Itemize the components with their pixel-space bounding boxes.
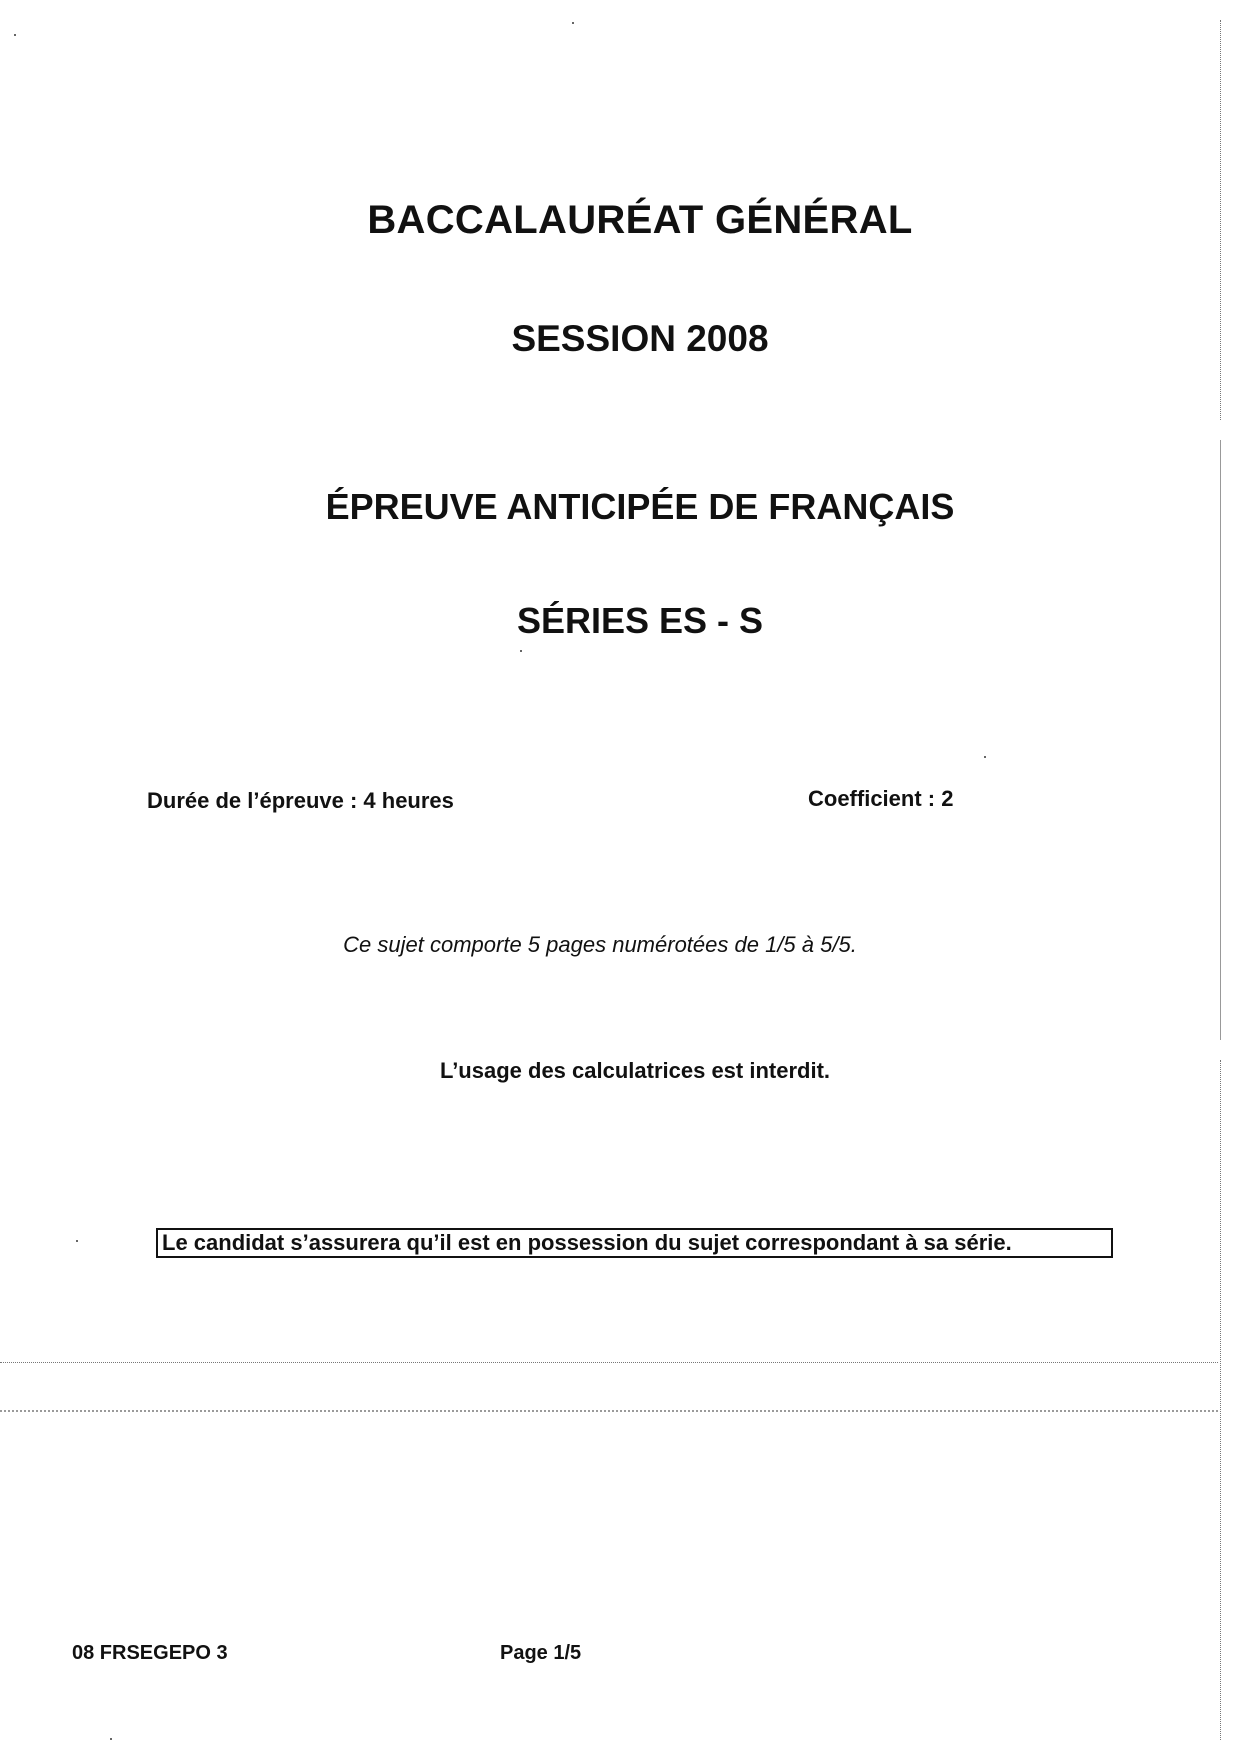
calculator-note: L’usage des calculatrices est interdit.: [439, 1058, 831, 1083]
scan-edge-line: [1220, 20, 1221, 420]
session-title: SESSION 2008: [511, 318, 769, 359]
scan-speck: [984, 756, 986, 758]
document-code: 08 FRSEGEPO 3: [72, 1642, 228, 1664]
candidate-notice-box: Le candidat s’assurera qu’il est en possession du sujet correspondant à sa série.: [156, 1228, 1113, 1258]
scan-speck: [14, 34, 16, 36]
scan-dotted-line: [0, 1410, 1218, 1412]
pages-note: Ce sujet comporte 5 pages numérotées de 1/5 à 5/5.: [343, 932, 857, 957]
scan-speck: [572, 22, 574, 24]
page-number: Page 1/5: [500, 1642, 582, 1664]
scan-edge-line: [1220, 1060, 1221, 1740]
scan-speck: [520, 650, 522, 652]
scan-speck: [110, 1738, 112, 1740]
scan-speck: [76, 1240, 78, 1242]
scan-edge-line: [1220, 440, 1221, 1040]
exam-title: ÉPREUVE ANTICIPÉE DE FRANÇAIS: [325, 486, 955, 527]
scan-dotted-line: [0, 1362, 1218, 1363]
exam-duration: Durée de l’épreuve : 4 heures: [147, 788, 454, 813]
series-title: SÉRIES ES - S: [516, 600, 764, 641]
exam-coefficient: Coefficient : 2: [808, 786, 954, 811]
main-title: BACCALAURÉAT GÉNÉRAL: [367, 198, 913, 242]
